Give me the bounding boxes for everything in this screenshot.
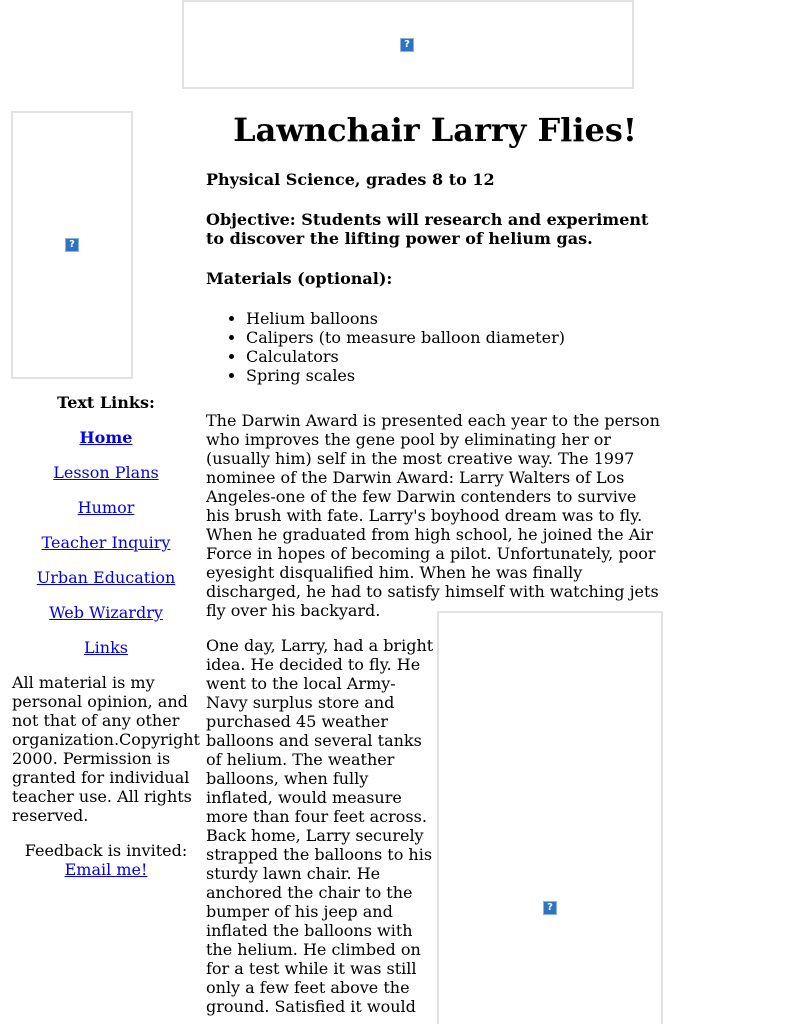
objective: Objective: Students will research and experiment to discover the lifting power of helium gas.: [206, 210, 649, 248]
nav-link-lesson-plans[interactable]: Lesson Plans: [53, 463, 159, 482]
list-item: • Calipers (to measure balloon diameter): [246, 328, 664, 347]
list-item: • Spring scales: [246, 366, 664, 385]
nav-link-humor[interactable]: Humor: [77, 498, 135, 517]
broken-image-icon: ?: [65, 238, 79, 252]
copyright-disclaimer: All material is my personal opinion, and not that of any other organization.Copyright 2000. Permission is granted for individual teacher use. All rights reserved.: [12, 673, 200, 825]
feedback-text: Feedback is invited:: [24, 841, 188, 860]
subject-line: Physical Science, grades 8 to 12: [206, 170, 495, 189]
nav-link-urban-education[interactable]: Urban Education: [36, 568, 176, 587]
broken-image-icon: ?: [543, 901, 557, 915]
story-paragraph: One day, Larry, had a bright idea. He decided to fly. He went to the local Army-Navy surplus store and purchased 45 weather balloons and several tanks of helium. The weather balloons, when fully inflated, would measure more than four feet across. Back home, Larry securely strapped the balloons to his sturdy lawn chair. He anchored the chair to the bumper of his jeep and inflated the balloons with the helium. He climbed on for a test while it was still only a few feet above the ground. Satisfied it would: [206, 636, 434, 1016]
broken-image-icon: ?: [400, 38, 414, 52]
top-banner-image: [182, 0, 634, 89]
list-item: • Calculators: [246, 347, 664, 366]
text-links-heading: Text Links:: [57, 393, 155, 412]
feedback-block: [12, 841, 200, 879]
nav-link-links[interactable]: Links: [84, 638, 128, 657]
story-image: [437, 611, 663, 1024]
sidebar-image: [11, 111, 133, 379]
materials-heading: Materials (optional):: [206, 269, 393, 288]
materials-list: [206, 309, 664, 385]
list-item: • Helium balloons: [246, 309, 664, 328]
page-title: Lawnchair Larry Flies!: [233, 111, 637, 149]
sidebar: [12, 393, 200, 879]
nav-link-home[interactable]: Home: [79, 428, 133, 447]
nav-link-teacher-inquiry[interactable]: Teacher Inquiry: [41, 533, 171, 552]
story-paragraph: The Darwin Award is presented each year to the person who improves the gene pool by eliminating her or (usually him) self in the most creative way. The 1997 nominee of the Darwin Award: Larry Walters of Los Angeles-one of the few Darwin contenders to survive his brush with fate. Larry's boyhood dream was to fly. When he graduated from high school, he joined the Air Force in hopes of becoming a pilot. Unfortunately, poor eyesight disqualified him. When he was finally discharged, he had to satisfy himself with watching jets fly over his backyard.: [206, 411, 660, 620]
email-link[interactable]: Email me!: [64, 860, 148, 879]
nav-link-web-wizardry[interactable]: Web Wizardry: [49, 603, 163, 622]
